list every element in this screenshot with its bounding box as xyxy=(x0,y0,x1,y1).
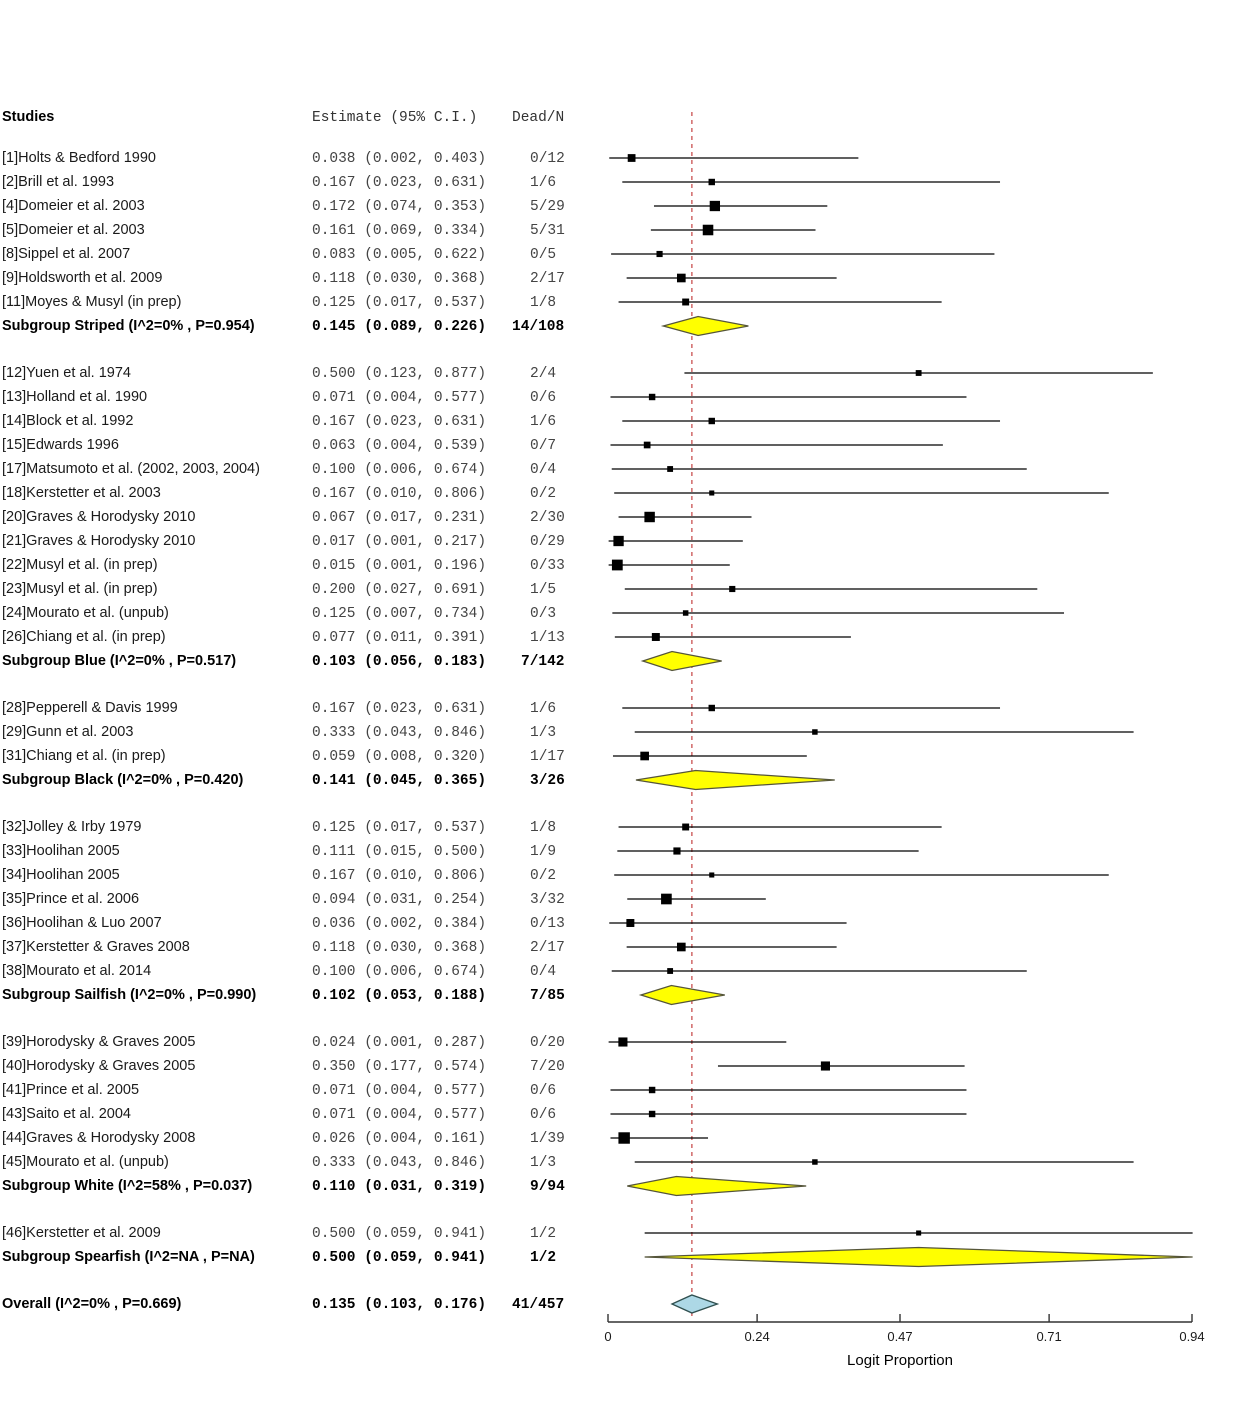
row-dead-over-n: 1/3 xyxy=(530,1155,557,1171)
row-estimate-ci: 0.100 (0.006, 0.674) xyxy=(312,964,487,980)
row-study-label: [40]Horodysky & Graves 2005 xyxy=(2,1058,196,1074)
row-estimate-ci: 0.500 (0.059, 0.941) xyxy=(312,1250,487,1266)
point-estimate-marker xyxy=(649,394,655,400)
row-study-label: Subgroup White (I^2=58% , P=0.037) xyxy=(2,1178,253,1194)
row-study-label: [31]Chiang et al. (in prep) xyxy=(2,748,166,764)
row-estimate-ci: 0.125 (0.017, 0.537) xyxy=(312,820,487,836)
row-dead-over-n: 2/30 xyxy=(530,510,565,526)
row-study-label: Subgroup Spearfish (I^2=NA , P=NA) xyxy=(2,1249,255,1265)
point-estimate-marker xyxy=(644,442,651,449)
row-study-label: [20]Graves & Horodysky 2010 xyxy=(2,509,196,525)
row-estimate-ci: 0.071 (0.004, 0.577) xyxy=(312,1083,487,1099)
row-dead-over-n: 1/17 xyxy=(530,749,565,765)
row-study-label: Subgroup Sailfish (I^2=0% , P=0.990) xyxy=(2,987,257,1003)
row-dead-over-n: 0/29 xyxy=(530,534,565,550)
row-study-label: [21]Graves & Horodysky 2010 xyxy=(2,533,196,549)
subgroup-diamond xyxy=(641,986,725,1005)
row-dead-over-n: 1/39 xyxy=(530,1131,565,1147)
row-estimate-ci: 0.024 (0.001, 0.287) xyxy=(312,1035,487,1051)
point-estimate-marker xyxy=(709,705,715,711)
row-study-label: [46]Kerstetter et al. 2009 xyxy=(2,1225,161,1241)
row-estimate-ci: 0.063 (0.004, 0.539) xyxy=(312,438,487,454)
overall-diamond xyxy=(672,1295,717,1313)
point-estimate-marker xyxy=(812,1159,817,1164)
point-estimate-marker xyxy=(640,752,649,761)
point-estimate-marker xyxy=(618,1132,629,1143)
row-dead-over-n: 5/31 xyxy=(530,223,565,239)
row-dead-over-n: 1/3 xyxy=(530,725,557,741)
row-dead-over-n: 0/2 xyxy=(530,486,557,502)
row-study-label: Subgroup Blue (I^2=0% , P=0.517) xyxy=(2,653,237,669)
row-dead-over-n: 0/6 xyxy=(530,1107,557,1123)
row-dead-over-n: 1/8 xyxy=(530,295,557,311)
point-estimate-marker xyxy=(812,729,817,734)
point-estimate-marker xyxy=(661,894,672,905)
row-estimate-ci: 0.172 (0.074, 0.353) xyxy=(312,199,487,215)
subgroup-diamond xyxy=(645,1248,1193,1267)
subgroup-diamond xyxy=(627,1177,806,1196)
point-estimate-marker xyxy=(821,1061,830,1070)
row-study-label: [23]Musyl et al. (in prep) xyxy=(2,581,158,597)
point-estimate-marker xyxy=(649,1087,655,1093)
row-estimate-ci: 0.111 (0.015, 0.500) xyxy=(312,844,487,860)
row-estimate-ci: 0.500 (0.059, 0.941) xyxy=(312,1226,487,1242)
point-estimate-marker xyxy=(709,179,715,185)
row-dead-over-n: 14/108 xyxy=(512,319,565,335)
row-study-label: [9]Holdsworth et al. 2009 xyxy=(2,270,163,286)
row-estimate-ci: 0.167 (0.023, 0.631) xyxy=(312,414,487,430)
row-study-label: [12]Yuen et al. 1974 xyxy=(2,365,131,381)
row-dead-over-n: 0/4 xyxy=(530,964,557,980)
row-estimate-ci: 0.071 (0.004, 0.577) xyxy=(312,390,487,406)
row-dead-over-n: 1/6 xyxy=(530,175,557,191)
row-dead-over-n: 1/9 xyxy=(530,844,557,860)
x-axis-tick-label: 0 xyxy=(604,1329,612,1344)
row-estimate-ci: 0.118 (0.030, 0.368) xyxy=(312,940,487,956)
point-estimate-marker xyxy=(709,872,714,877)
row-estimate-ci: 0.038 (0.002, 0.403) xyxy=(312,151,487,167)
x-axis-tick-label: 0.24 xyxy=(744,1329,770,1344)
row-estimate-ci: 0.110 (0.031, 0.319) xyxy=(312,1179,487,1195)
row-dead-over-n: 0/33 xyxy=(530,558,565,574)
column-header-studies: Studies xyxy=(2,109,55,125)
row-estimate-ci: 0.125 (0.007, 0.734) xyxy=(312,606,487,622)
subgroup-diamond xyxy=(663,317,748,336)
row-estimate-ci: 0.067 (0.017, 0.231) xyxy=(312,510,487,526)
point-estimate-marker xyxy=(703,225,714,236)
point-estimate-marker xyxy=(673,847,680,854)
row-study-label: [29]Gunn et al. 2003 xyxy=(2,724,134,740)
row-study-label: [14]Block et al. 1992 xyxy=(2,413,134,429)
row-estimate-ci: 0.026 (0.004, 0.161) xyxy=(312,1131,487,1147)
row-study-label: [41]Prince et al. 2005 xyxy=(2,1082,140,1098)
row-dead-over-n: 0/7 xyxy=(530,438,557,454)
point-estimate-marker xyxy=(710,201,720,211)
point-estimate-marker xyxy=(729,586,735,592)
row-study-label: [11]Moyes & Musyl (in prep) xyxy=(2,294,182,310)
point-estimate-marker xyxy=(649,1111,655,1117)
row-study-label: [44]Graves & Horodysky 2008 xyxy=(2,1130,196,1146)
row-study-label: [5]Domeier et al. 2003 xyxy=(2,222,145,238)
row-dead-over-n: 1/8 xyxy=(530,820,557,836)
row-estimate-ci: 0.350 (0.177, 0.574) xyxy=(312,1059,487,1075)
point-estimate-marker xyxy=(644,512,654,522)
row-dead-over-n: 0/4 xyxy=(530,462,557,478)
point-estimate-marker xyxy=(709,490,714,495)
row-estimate-ci: 0.167 (0.010, 0.806) xyxy=(312,868,487,884)
row-estimate-ci: 0.141 (0.045, 0.365) xyxy=(312,773,487,789)
row-dead-over-n: 0/2 xyxy=(530,868,557,884)
row-estimate-ci: 0.071 (0.004, 0.577) xyxy=(312,1107,487,1123)
row-dead-over-n: 1/2 xyxy=(530,1250,557,1266)
row-estimate-ci: 0.333 (0.043, 0.846) xyxy=(312,1155,487,1171)
row-estimate-ci: 0.094 (0.031, 0.254) xyxy=(312,892,487,908)
row-study-label: [13]Holland et al. 1990 xyxy=(2,389,148,405)
row-study-label: [37]Kerstetter & Graves 2008 xyxy=(2,939,190,955)
row-study-label: [32]Jolley & Irby 1979 xyxy=(2,819,142,835)
row-dead-over-n: 1/6 xyxy=(530,414,557,430)
row-estimate-ci: 0.135 (0.103, 0.176) xyxy=(312,1297,487,1313)
row-study-label: [15]Edwards 1996 xyxy=(2,437,119,453)
row-dead-over-n: 41/457 xyxy=(512,1297,565,1313)
row-estimate-ci: 0.015 (0.001, 0.196) xyxy=(312,558,487,574)
row-study-label: [35]Prince et al. 2006 xyxy=(2,891,140,907)
row-dead-over-n: 3/26 xyxy=(530,773,565,789)
row-estimate-ci: 0.103 (0.056, 0.183) xyxy=(312,654,487,670)
row-dead-over-n: 2/17 xyxy=(530,271,565,287)
row-dead-over-n: 9/94 xyxy=(530,1179,565,1195)
point-estimate-marker xyxy=(682,299,689,306)
row-study-label: [8]Sippel et al. 2007 xyxy=(2,246,131,262)
x-axis-tick-label: 0.47 xyxy=(887,1329,913,1344)
row-study-label: [4]Domeier et al. 2003 xyxy=(2,198,145,214)
row-estimate-ci: 0.083 (0.005, 0.622) xyxy=(312,247,487,263)
row-dead-over-n: 3/32 xyxy=(530,892,565,908)
row-estimate-ci: 0.118 (0.030, 0.368) xyxy=(312,271,487,287)
point-estimate-marker xyxy=(667,466,673,472)
point-estimate-marker xyxy=(626,919,634,927)
row-study-label: [36]Hoolihan & Luo 2007 xyxy=(2,915,162,931)
point-estimate-marker xyxy=(916,370,922,376)
x-axis-tick-label: 0.94 xyxy=(1179,1329,1205,1344)
row-estimate-ci: 0.200 (0.027, 0.691) xyxy=(312,582,487,598)
row-estimate-ci: 0.500 (0.123, 0.877) xyxy=(312,366,487,382)
row-estimate-ci: 0.100 (0.006, 0.674) xyxy=(312,462,487,478)
row-study-label: [17]Matsumoto et al. (2002, 2003, 2004) xyxy=(2,461,260,477)
row-dead-over-n: 0/6 xyxy=(530,390,557,406)
point-estimate-marker xyxy=(677,274,686,283)
point-estimate-marker xyxy=(618,1037,627,1046)
row-dead-over-n: 7/20 xyxy=(530,1059,565,1075)
point-estimate-marker xyxy=(667,968,673,974)
row-study-label: [18]Kerstetter et al. 2003 xyxy=(2,485,161,501)
row-estimate-ci: 0.077 (0.011, 0.391) xyxy=(312,630,487,646)
row-estimate-ci: 0.102 (0.053, 0.188) xyxy=(312,988,487,1004)
row-estimate-ci: 0.017 (0.001, 0.217) xyxy=(312,534,487,550)
point-estimate-marker xyxy=(652,633,660,641)
row-estimate-ci: 0.333 (0.043, 0.846) xyxy=(312,725,487,741)
column-header-estimate: Estimate (95% C.I.) xyxy=(312,110,478,126)
row-dead-over-n: 0/6 xyxy=(530,1083,557,1099)
point-estimate-marker xyxy=(683,610,688,615)
point-estimate-marker xyxy=(709,418,715,424)
row-study-label: [45]Mourato et al. (unpub) xyxy=(2,1154,169,1170)
point-estimate-marker xyxy=(656,251,662,257)
row-study-label: [33]Hoolihan 2005 xyxy=(2,843,120,859)
row-dead-over-n: 5/29 xyxy=(530,199,565,215)
row-study-label: [43]Saito et al. 2004 xyxy=(2,1106,131,1122)
row-dead-over-n: 1/2 xyxy=(530,1226,557,1242)
row-study-label: [39]Horodysky & Graves 2005 xyxy=(2,1034,196,1050)
row-study-label: Overall (I^2=0% , P=0.669) xyxy=(2,1296,182,1312)
row-estimate-ci: 0.036 (0.002, 0.384) xyxy=(312,916,487,932)
point-estimate-marker xyxy=(916,1230,921,1235)
row-dead-over-n: 1/5 xyxy=(530,582,557,598)
row-study-label: [22]Musyl et al. (in prep) xyxy=(2,557,158,573)
row-estimate-ci: 0.167 (0.023, 0.631) xyxy=(312,701,487,717)
row-study-label: [2]Brill et al. 1993 xyxy=(2,174,115,190)
row-dead-over-n: 0/3 xyxy=(530,606,557,622)
point-estimate-marker xyxy=(682,824,689,831)
row-dead-over-n: 0/13 xyxy=(530,916,565,932)
row-dead-over-n: 2/17 xyxy=(530,940,565,956)
row-study-label: [24]Mourato et al. (unpub) xyxy=(2,605,169,621)
row-estimate-ci: 0.167 (0.023, 0.631) xyxy=(312,175,487,191)
point-estimate-marker xyxy=(612,560,623,571)
point-estimate-marker xyxy=(677,943,686,952)
point-estimate-marker xyxy=(613,536,623,546)
point-estimate-marker xyxy=(628,154,636,162)
subgroup-diamond xyxy=(643,652,722,671)
row-study-label: [38]Mourato et al. 2014 xyxy=(2,963,152,979)
column-header-deadn: Dead/N xyxy=(512,110,565,126)
row-dead-over-n: 0/12 xyxy=(530,151,565,167)
x-axis-title: Logit Proportion xyxy=(847,1352,953,1369)
row-dead-over-n: 1/13 xyxy=(530,630,565,646)
row-study-label: Subgroup Striped (I^2=0% , P=0.954) xyxy=(2,318,255,334)
row-dead-over-n: 7/85 xyxy=(530,988,565,1004)
row-dead-over-n: 1/6 xyxy=(530,701,557,717)
row-dead-over-n: 0/5 xyxy=(530,247,557,263)
row-estimate-ci: 0.161 (0.069, 0.334) xyxy=(312,223,487,239)
row-dead-over-n: 0/20 xyxy=(530,1035,565,1051)
row-study-label: Subgroup Black (I^2=0% , P=0.420) xyxy=(2,772,244,788)
row-estimate-ci: 0.167 (0.010, 0.806) xyxy=(312,486,487,502)
row-dead-over-n: 2/4 xyxy=(530,366,557,382)
row-estimate-ci: 0.145 (0.089, 0.226) xyxy=(312,319,487,335)
row-study-label: [1]Holts & Bedford 1990 xyxy=(2,150,156,166)
x-axis-tick-label: 0.71 xyxy=(1036,1329,1062,1344)
row-study-label: [28]Pepperell & Davis 1999 xyxy=(2,700,178,716)
row-estimate-ci: 0.059 (0.008, 0.320) xyxy=(312,749,487,765)
row-dead-over-n: 7/142 xyxy=(521,654,565,670)
row-study-label: [26]Chiang et al. (in prep) xyxy=(2,629,166,645)
row-estimate-ci: 0.125 (0.017, 0.537) xyxy=(312,295,487,311)
row-study-label: [34]Hoolihan 2005 xyxy=(2,867,120,883)
subgroup-diamond xyxy=(636,771,835,790)
